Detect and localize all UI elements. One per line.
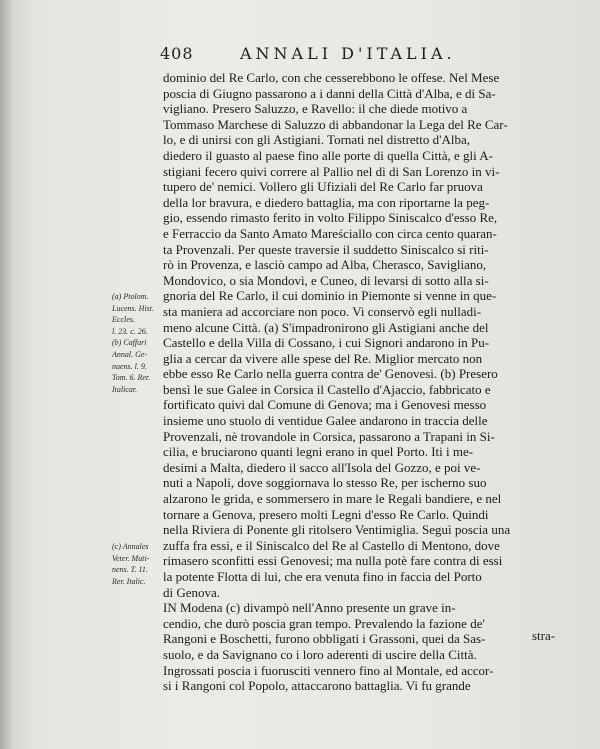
text-line: tornare a Genova, presero molti Legni d'esso Re Carlo. Quindi (163, 506, 489, 522)
text-line: cilia, e bruciarono quanti legni erano in quel Porto. Iti i me- (163, 444, 474, 460)
text-line: meno alcune Città. (a) S'impadronirono gli Astigiani anche del (163, 319, 489, 335)
catchword: stra- (532, 628, 556, 643)
margin-note-line: (a) Ptolom. (112, 292, 149, 301)
page-number: 408 (160, 44, 194, 63)
margin-note-line: Lucens. Hist. (112, 303, 154, 313)
text-line: si i Rangoni col Popolo, attaccarono battaglia. Vi fu grande (163, 678, 471, 694)
text-line: Ingrossati poscia i fuorusciti vennero fino al Montale, ed accor- (163, 662, 494, 678)
text-line: di Genova. (163, 584, 221, 600)
text-line: vigliano. Presero Saluzzo, e Ravello: il che diede motivo a (163, 101, 468, 117)
text-line: Provenzali, nè trovandole in Corsica, passarono a Trapani in Si- (163, 428, 495, 444)
text-line: rò in Provenza, e lasciò campo ad Alba, Cherasco, Savigliano, (163, 257, 487, 273)
text-line: diedero il guasto al paese fino alle porte di quella Città, e gli A- (163, 147, 493, 163)
text-line: gnoria del Re Carlo, il cui dominio in Piemonte si venne in que- (163, 288, 497, 304)
margin-note-line: nens. T. 11. (112, 565, 148, 575)
text-line: della lor bravura, e diedero battaglia, ma con riportarne la peg- (163, 194, 490, 210)
margin-note-line: Veter. Muti- (112, 553, 150, 563)
text-line: alzarono le grida, e sommersero in mare le Regali bandiere, e nel (163, 491, 502, 507)
text-line: nella Riviera di Ponente gli ritolsero Ventimiglia. Seguì poscia una (163, 522, 511, 538)
margin-note-line: Tom. 6. Rer. (112, 373, 151, 383)
text-line: sta maniera ad accorciare non poco. Vi conservò egli nulladi- (163, 303, 482, 319)
text-line: ta Provenzali. Per queste traversie il suddetto Siniscalco si riti- (163, 241, 489, 257)
text-line: stigiani fecero quivi correre al Pallio nel dì di San Lorenzo in vi- (163, 163, 500, 179)
text-line: bensì le sue Galee in Corsica il Castello d'Ajaccio, fabbricato e (163, 381, 491, 397)
text-line: dominio del Re Carlo, con che cesserebbono le offese. Nel Mese (163, 70, 500, 85)
text-line: Rangoni e Boschetti, furono obbligati i Grassoni, quei da Sas- (163, 631, 486, 647)
text-line: Mondovico, o sia Mondovì, e Cuneo, di levarsi di sotto alla si- (163, 272, 489, 288)
text-line: lo, e di unirsi con gli Astigiani. Tornati nel distretto d'Alba, (163, 132, 471, 148)
text-line: ebbe esso Re Carlo nella guerra contra de' Genovesi. (b) Presero (163, 366, 498, 382)
text-line: gio, essendo rimasto ferito in volto Filippo Siniscalco d'esso Re, (163, 210, 498, 226)
margin-note-line: Rer. Italic. (112, 576, 146, 586)
text-line: zuffa fra essi, e il Siniscalco del Re al Castello di Mentono, dove (163, 537, 500, 553)
text-line: tupero de' nemici. Vollero gli Ufiziali del Re Carlo far pruova (163, 179, 483, 195)
body-text (163, 70, 548, 694)
margin-note-line: Italicar. (112, 384, 138, 394)
text-line: glia a cercar da vivere alle spese del Re. Miglior mercato non (163, 350, 483, 366)
text-line: rimasero sconfitti essi Genovesi; ma nulla potè fare contra di essi (163, 553, 503, 569)
text-line: suolo, e da Savignano co i loro aderenti di uscire della Città. (163, 646, 477, 662)
margin-note-line: Annal. Ge- (112, 349, 148, 359)
margin-note-line: Eccles. (112, 315, 135, 325)
margin-note-line: (c) Annales (112, 542, 149, 551)
margin-note-a-b (112, 291, 166, 395)
text-line: Tommaso Marchese di Saluzzo di abbandonar la Lega del Re Car- (163, 116, 508, 132)
text-line: cendio, che durò poscia gran tempo. Prevalendo la fazione de' (163, 615, 485, 631)
margin-note-line: nuens. l. 9. (112, 361, 147, 371)
text-line: la potente Flotta di lui, che era venuta fino in faccia del Porto (163, 569, 482, 584)
margin-note-line: l. 23. c. 26. (112, 326, 148, 336)
gutter-shadow (0, 0, 14, 749)
margin-note-line: (b) Caffari (112, 338, 147, 348)
running-title: ANNALI D'ITALIA. (240, 44, 456, 63)
text-line: nuti a Napoli, dove soggiornava lo stesso Re, per ischerno suo (163, 475, 487, 491)
text-line: IN Modena (c) divampò nell'Anno presente un grave in- (163, 600, 456, 616)
text-line: insieme uno stuolo di ventidue Galee andarono in traccia delle (163, 413, 488, 429)
text-line: desimi a Malta, diedero il sacco all'Isola del Gozzo, e poi ve- (163, 459, 481, 475)
text-line: fortificato quivi dal Comune di Genova; ma i Genovesi messo (163, 397, 487, 413)
running-header (160, 44, 570, 64)
text-line: poscia di Giugno passarono a i danni della Città d'Alba, e di Sa- (163, 85, 496, 101)
text-line: Castello e della Villa di Cossano, i cui Signori andarono in Pu- (163, 335, 490, 351)
text-line: e Ferraccio da Santo Amato Mareściallo con circa cento quaran- (163, 225, 497, 241)
margin-note-c (112, 541, 166, 587)
